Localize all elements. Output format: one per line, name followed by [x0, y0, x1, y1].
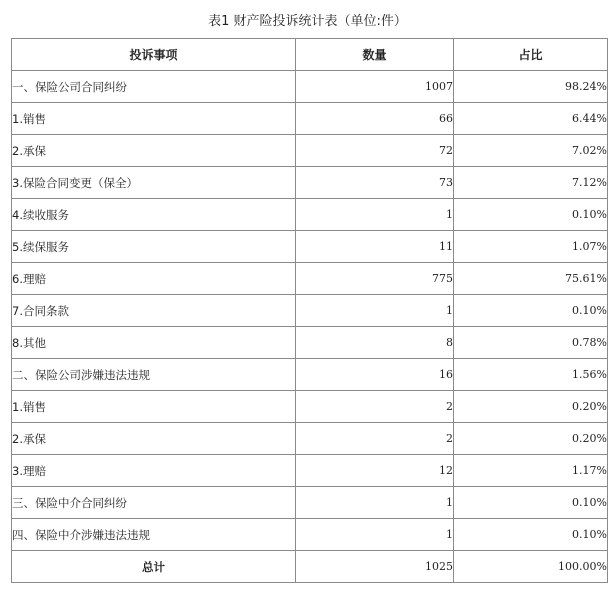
table-row — [12, 455, 608, 487]
row-count: 1007 — [296, 71, 454, 103]
row-ratio: 7.12% — [454, 167, 608, 199]
table-row — [12, 295, 608, 327]
row-count: 1 — [296, 295, 454, 327]
row-ratio: 0.10% — [454, 199, 608, 231]
table-body — [12, 71, 608, 583]
row-count: 1 — [296, 199, 454, 231]
table-row — [12, 135, 608, 167]
table-row — [12, 231, 608, 263]
row-item: 2.承保 — [12, 135, 296, 167]
row-ratio: 0.10% — [454, 519, 608, 551]
row-item: 四、保险中介涉嫌违法违规 — [12, 519, 296, 551]
row-item: 3.理赔 — [12, 455, 296, 487]
row-item: 1.销售 — [12, 103, 296, 135]
row-count: 11 — [296, 231, 454, 263]
table-row — [12, 359, 608, 391]
header-count: 数量 — [296, 39, 454, 71]
row-count: 72 — [296, 135, 454, 167]
row-ratio: 7.02% — [454, 135, 608, 167]
row-count: 73 — [296, 167, 454, 199]
row-ratio: 75.61% — [454, 263, 608, 295]
table-row — [12, 519, 608, 551]
table-row — [12, 199, 608, 231]
row-item: 8.其他 — [12, 327, 296, 359]
row-ratio: 1.17% — [454, 455, 608, 487]
row-item: 二、保险公司涉嫌违法违规 — [12, 359, 296, 391]
table-row — [12, 71, 608, 103]
total-item: 总计 — [12, 551, 296, 583]
table-row — [12, 103, 608, 135]
row-count: 2 — [296, 391, 454, 423]
row-ratio: 0.20% — [454, 423, 608, 455]
row-ratio: 0.10% — [454, 295, 608, 327]
row-item: 5.续保服务 — [12, 231, 296, 263]
total-row — [12, 551, 608, 583]
row-count: 16 — [296, 359, 454, 391]
table-row — [12, 391, 608, 423]
row-count: 2 — [296, 423, 454, 455]
row-item: 3.保险合同变更（保全） — [12, 167, 296, 199]
table-row — [12, 327, 608, 359]
row-count: 1 — [296, 487, 454, 519]
row-item: 2.承保 — [12, 423, 296, 455]
row-item: 1.销售 — [12, 391, 296, 423]
row-item: 7.合同条款 — [12, 295, 296, 327]
row-ratio: 0.78% — [454, 327, 608, 359]
row-count: 775 — [296, 263, 454, 295]
complaint-stats-table — [11, 38, 608, 583]
row-count: 12 — [296, 455, 454, 487]
row-count: 66 — [296, 103, 454, 135]
row-ratio: 1.56% — [454, 359, 608, 391]
row-ratio: 6.44% — [454, 103, 608, 135]
total-count: 1025 — [296, 551, 454, 583]
table-row — [12, 263, 608, 295]
row-item: 一、保险公司合同纠纷 — [12, 71, 296, 103]
row-item: 三、保险中介合同纠纷 — [12, 487, 296, 519]
table-row — [12, 423, 608, 455]
table-caption: 表1 财产险投诉统计表（单位:件） — [208, 13, 407, 29]
row-item: 6.理赔 — [12, 263, 296, 295]
row-item: 4.续收服务 — [12, 199, 296, 231]
row-ratio: 98.24% — [454, 71, 608, 103]
table-header-row — [12, 39, 608, 71]
row-ratio: 0.20% — [454, 391, 608, 423]
row-ratio: 1.07% — [454, 231, 608, 263]
table-row — [12, 167, 608, 199]
row-ratio: 0.10% — [454, 487, 608, 519]
header-item: 投诉事项 — [12, 39, 296, 71]
header-ratio: 占比 — [454, 39, 608, 71]
total-ratio: 100.00% — [454, 551, 608, 583]
row-count: 1 — [296, 519, 454, 551]
table-row — [12, 487, 608, 519]
row-count: 8 — [296, 327, 454, 359]
